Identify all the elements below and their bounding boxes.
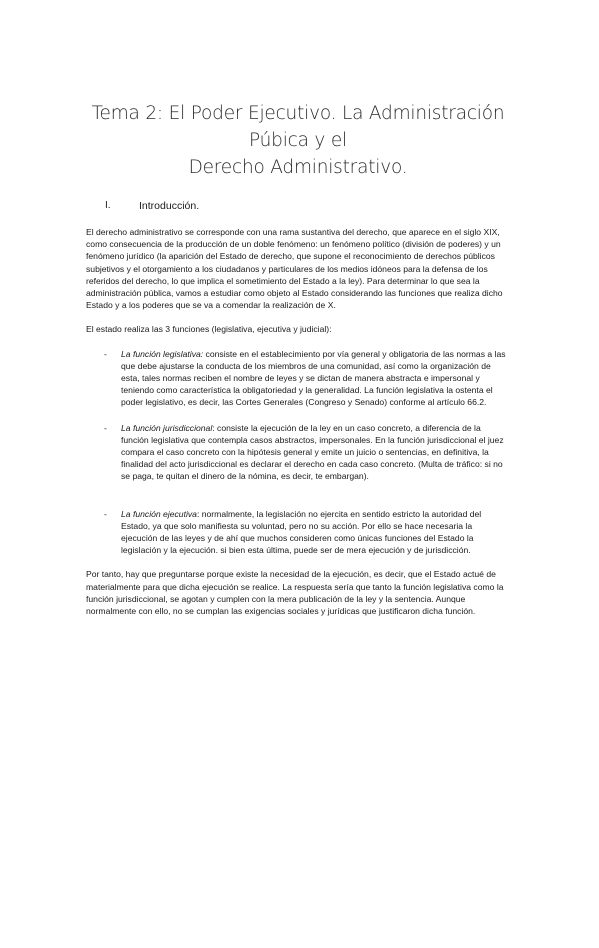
list-item-content [121,508,510,557]
title-line-2: Derecho Administrativo. [188,157,408,178]
list-item-content [121,422,510,483]
section-heading [86,199,510,213]
section-number: I. [105,200,111,211]
list-item [86,508,510,557]
list-item-term: La función ejecutiva [121,508,197,519]
document-title [86,100,510,181]
list-item-term: La función jurisdiccional [121,422,213,433]
document-page [0,100,599,948]
list-item-content [121,348,510,409]
paragraph-conclusion: Por tanto, hay que preguntarse porque existe la necesidad de la ejecución, es decir, que el Estado actué de materialmente para que dicha ejecución se realice. La respuesta sería que tanto la función legislativa como la función jurisdiccional, se agotan y cumplen con la mera publicación de la ley y la sentencia. Aunque normalmente con ello, no se cumplan las exigencias sociales y jurídicas que justificaron dicha función. [86,569,504,617]
list-bullet: - [104,508,107,519]
list-item-text: : normalmente, la legislación no ejercita en sentido estricto la autoridad del Estado, ya que solo manifiesta su voluntad, pero no su acción. Por ello se hace necesaria la ejecución de las leyes y de ahí que muchos consideren como únicas funciones del Estado la legislación y la ejecución. si bien esta última, puede ser de mera ejecución y de jurisdicción. [121,508,482,556]
list-bullet: - [104,348,107,359]
list-item-text: : consiste la ejecución de la ley en un caso concreto, a diferencia de la función legislativa que contempla casos abstractos, impersonales. En la función jurisdiccional el juez compara el caso concreto con la hipótesis general y emite un juicio o sentencias, en definitiva, la finalidad del acto jurisdiccional es declarar el derecho en cada caso concreto. (Multa de tráfico: si no se paga, te quitan el dinero de la nómina, es decir, te embargan). [121,422,504,482]
title-line-1: Tema 2: El Poder Ejecutivo. La Administración Púbica y el [91,103,505,151]
list-item-text: consiste en el establecimiento por vía general y obligatoria de las normas a las que debe ajustarse la conducta de los miembros de una comunidad, así como la organización de esta, tales normas reciben el nombre de leyes y se dictan de manera abstracta e impersonal y teniendo como característica la obligatoriedad y la generalidad. La función legislativa la ostenta el poder legislativo, es decir, las Cortes Generales (Congreso y Senado) conforme al artículo 66.2. [121,348,506,408]
paragraph-functions-lead: El estado realiza las 3 funciones (legislativa, ejecutiva y judicial): [86,324,332,335]
functions-list [86,348,510,557]
section-name: Introducción. [139,200,200,212]
list-bullet: - [104,422,107,433]
list-item-term: La función legislativa: [121,348,204,359]
paragraph-intro: El derecho administrativo se corresponde con una rama sustantiva del derecho, que aparece en el siglo XIX, como consecuencia de la producción de un doble fenómeno: un fenómeno político (división de poderes) y un fenómeno jurídico (la aparición del Estado de derecho, que supone el reconocimiento de derechos públicos subjetivos y el otorgamiento a los ciudadanos y particulares de los medios idóneos para la defensa de los referidos del derecho, lo que implica el sometimiento del Estado a la ley). Para determinar lo que sea la administración pública, vamos a estudiar como objeto al Estado considerando las funciones que realiza dicho Estado y a los poderes que se va a comendar la realización de X. [86,227,503,311]
list-item [86,348,510,409]
list-item [86,422,510,483]
